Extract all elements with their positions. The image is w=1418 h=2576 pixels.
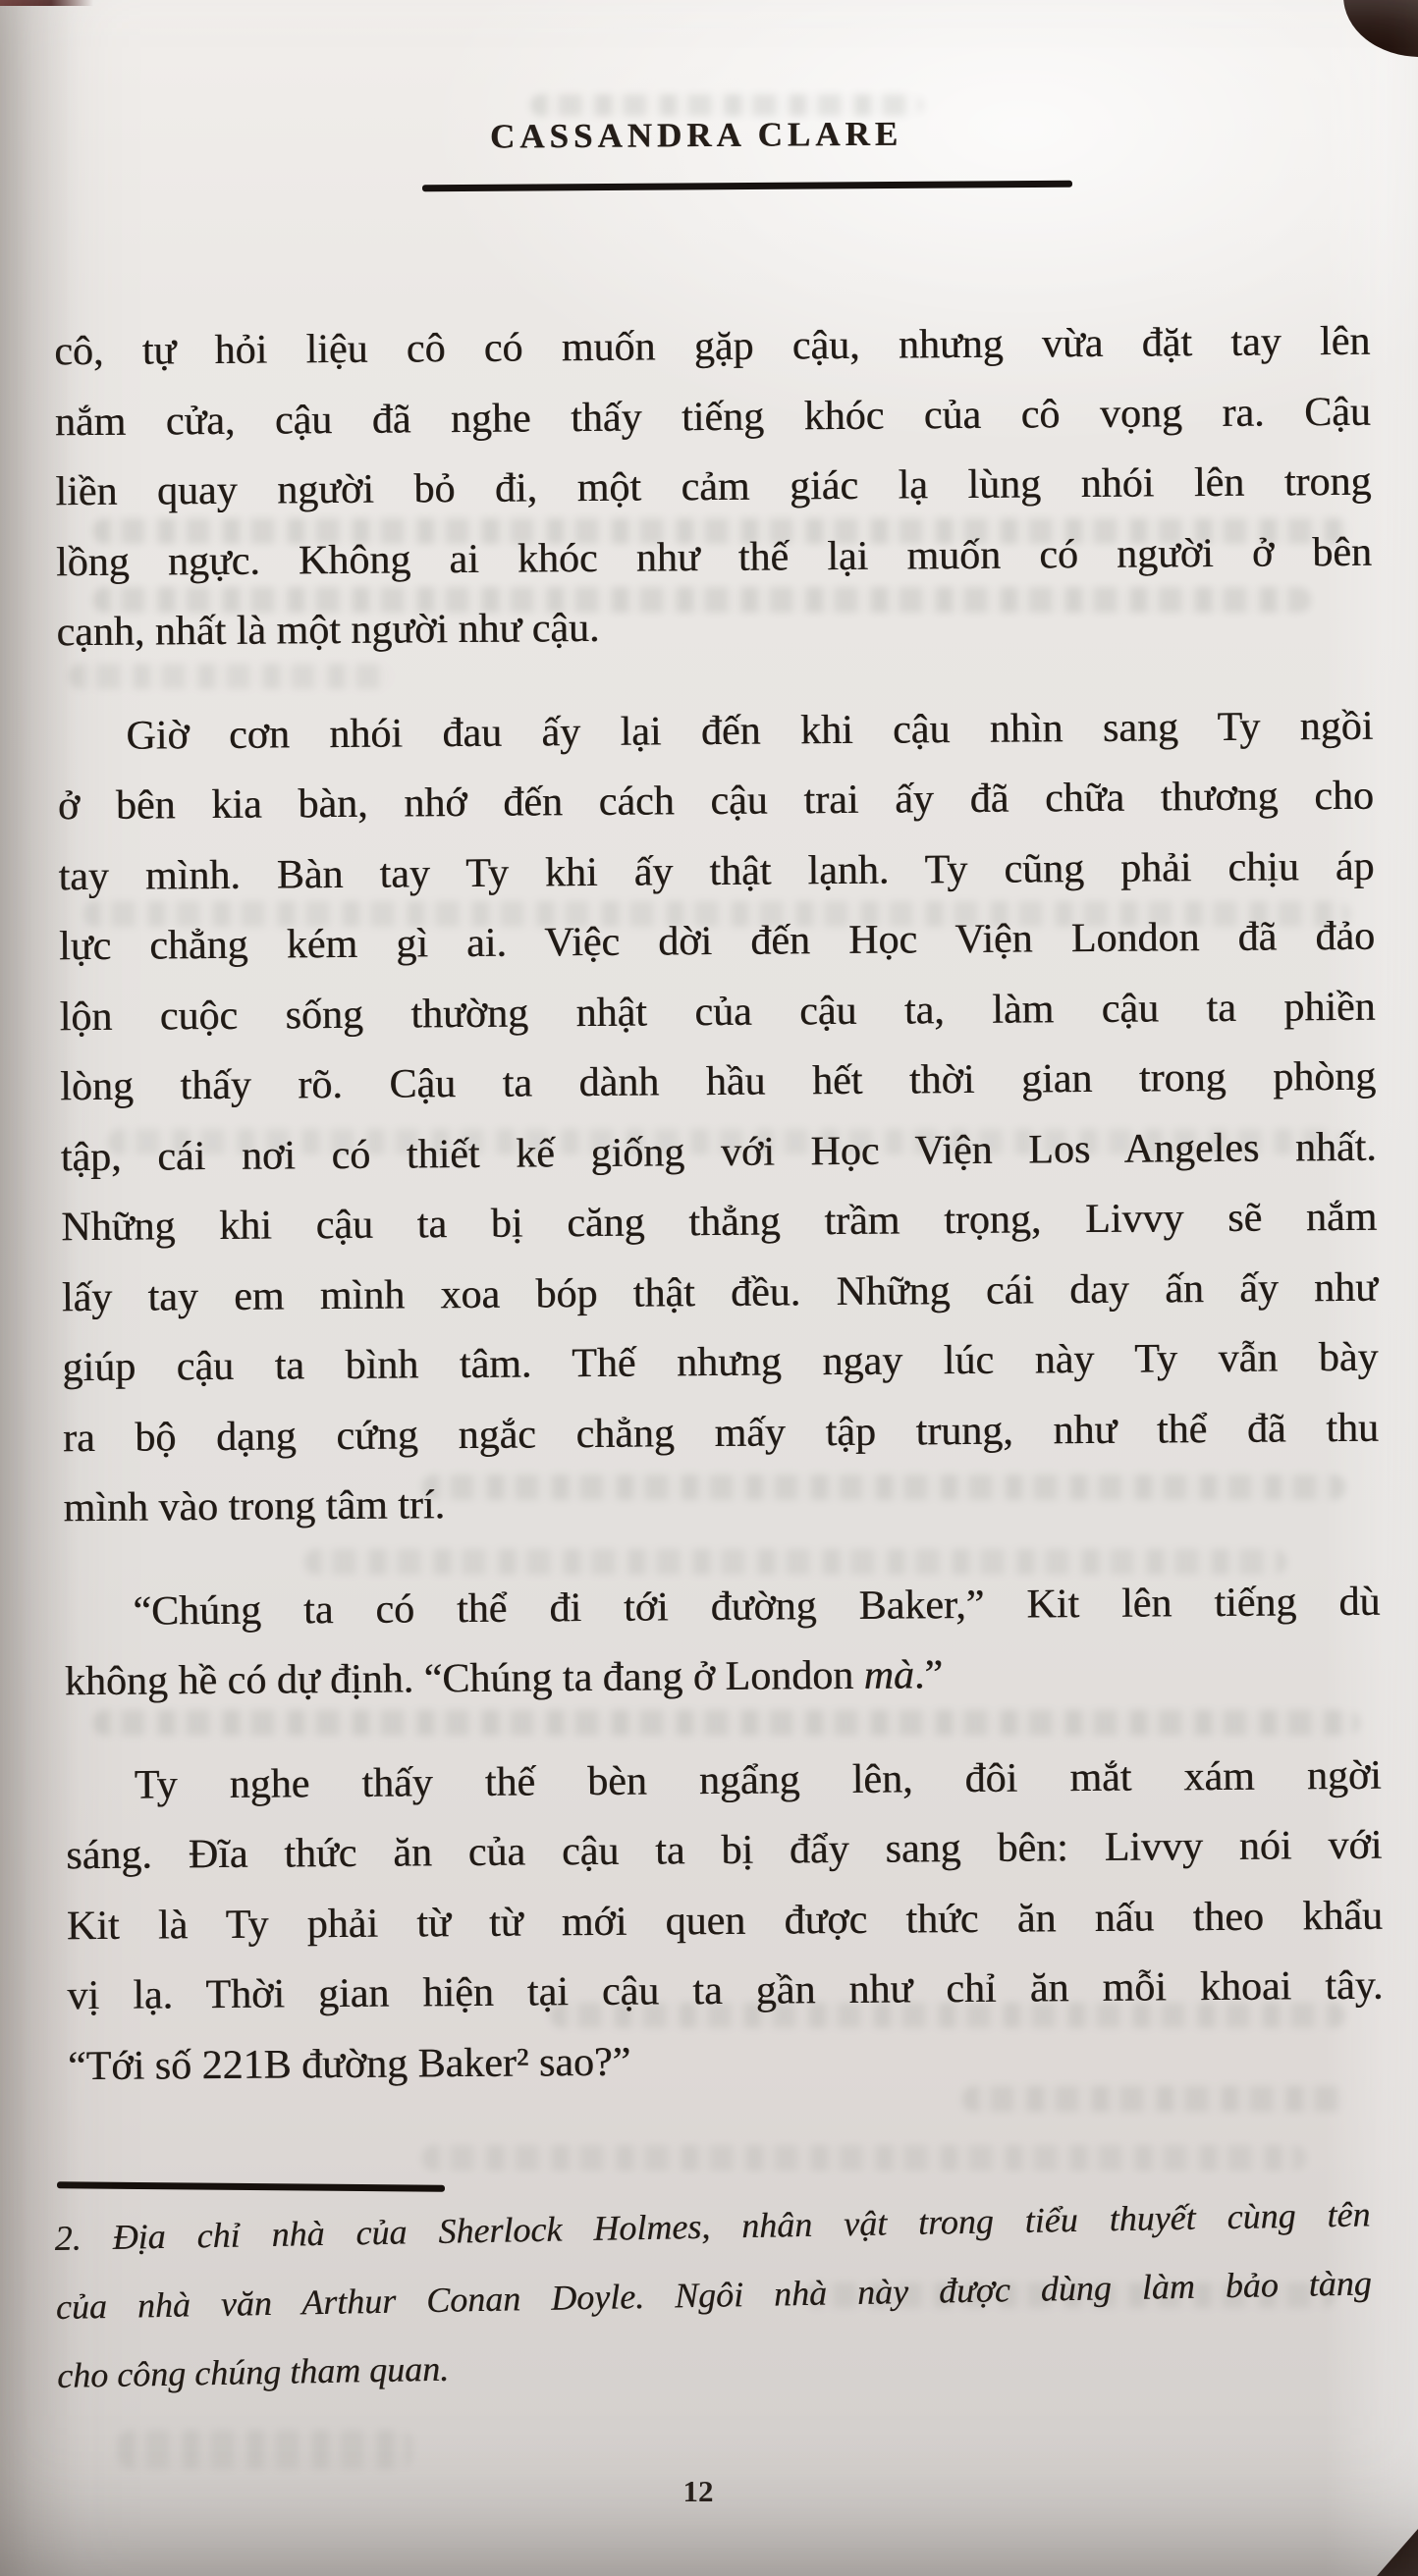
body-text-line: ra bộ dạng cứng ngắc chẳng mấy tập trung, như thể đã thu xyxy=(62,1405,1380,1461)
book-cover-edge-top-left xyxy=(0,0,93,6)
author-name: CASSANDRA CLARE xyxy=(489,114,903,156)
text-segment: không hề có dự định. “Chúng ta đang ở London xyxy=(64,1652,864,1705)
ghost-text-smudge xyxy=(530,94,923,116)
footnote-divider xyxy=(57,2181,445,2191)
paragraph xyxy=(64,1567,1381,1718)
body-text-line: Giờ cơn nhói đau ấy lại đến khi cậu nhìn sang Ty ngồi xyxy=(126,703,1374,759)
footnote-line: 2. Địa chỉ nhà của Sherlock Holmes, nhân vật trong tiểu thuyết cùng tên xyxy=(54,2194,1371,2258)
running-header xyxy=(0,111,1418,160)
paragraph xyxy=(65,1741,1384,2102)
body-text-line: mình vào trong tâm trí. xyxy=(63,1482,446,1531)
paragraph xyxy=(54,307,1373,669)
body-text-line: liền quay người bỏ đi, một cảm giác lạ lùng nhói lên trong xyxy=(55,458,1372,515)
body-text-line: Kit là Ty phải từ từ mới quen được thức ăn nấu theo khẩu xyxy=(66,1893,1384,1949)
body-text-line: tay mình. Bàn tay Ty khi ấy thật lạnh. Ty cũng phải chịu áp xyxy=(58,843,1375,899)
italic-text: mà xyxy=(863,1652,915,1698)
body-text-line xyxy=(65,1637,1382,1718)
ghost-text-smudge xyxy=(118,2430,412,2469)
page-curl-shadow-bottom-right xyxy=(1377,2529,1418,2576)
page-number-value: 12 xyxy=(682,2474,714,2508)
body-text-line: Ty nghe thấy thế bèn ngẩng lên, đôi mắt xám ngời xyxy=(134,1752,1382,1808)
footnote-line: của nhà văn Arthur Conan Doyle. Ngôi nhà này được dùng làm bảo tàng xyxy=(55,2263,1373,2327)
text-segment: .” xyxy=(913,1652,944,1698)
body-text-line: “Tới số 221B đường Baker² sao?” xyxy=(67,2039,631,2089)
body-text-line: cô, tự hỏi liệu cô có muốn gặp cậu, nhưng vừa đặt tay lên xyxy=(54,318,1371,375)
body-text-line: lồng ngực. Không ai khóc như thế lại muốn có người ở bên xyxy=(55,529,1373,585)
body-text-line: sáng. Đĩa thức ăn của cậu ta bị đẩy sang bên: Livvy nói với xyxy=(66,1822,1383,1879)
page-curl-shadow-top-right xyxy=(1343,0,1418,57)
body-text-line: nắm cửa, cậu đã nghe thấy tiếng khóc của cô vọng ra. Cậu xyxy=(54,389,1371,445)
body-text-line: giúp cậu ta bình tâm. Thế nhưng ngay lúc này Ty vẫn bày xyxy=(62,1334,1379,1391)
body-text-line: cạnh, nhất là một người như cậu. xyxy=(56,605,600,656)
body-text-line: vị lạ. Thời gian hiện tại cậu ta gần như chỉ ăn mỗi khoai tây. xyxy=(67,1962,1384,2019)
ghost-text-smudge xyxy=(422,2145,1306,2171)
paragraph xyxy=(57,691,1380,1543)
footnote xyxy=(54,2179,1374,2410)
body-text-line: tập, cái nơi có thiết kế giống với Học Viện Los Angeles nhất. xyxy=(60,1124,1377,1180)
body-text-line: Những khi cậu ta bị căng thẳng trầm trọng, Livvy sẽ nắm xyxy=(61,1194,1378,1251)
page-number xyxy=(0,2474,1418,2509)
body-text-line: lực chẳng kém gì ai. Việc dời đến Học Viện London đã đảo xyxy=(58,913,1376,970)
body-text-line: lòng thấy rõ. Cậu ta dành hầu hết thời gian trong phòng xyxy=(59,1053,1377,1110)
body-text-line: lộn cuộc sống thường nhật của cậu ta, làm cậu ta phiền xyxy=(59,984,1376,1040)
body-text-line: ở bên kia bàn, nhớ đến cách cậu trai ấy đã chữa thương cho xyxy=(57,773,1375,830)
body-text xyxy=(54,307,1384,2102)
header-rule xyxy=(422,181,1072,192)
body-text-line: “Chúng ta có thể đi tới đường Baker,” Kit lên tiếng dù xyxy=(133,1579,1381,1635)
footnote-line: cho công chúng tham quan. xyxy=(56,2348,450,2395)
body-text-line: lấy tay em mình xoa bóp thật đều. Những cái day ấn ấy như xyxy=(61,1264,1379,1320)
